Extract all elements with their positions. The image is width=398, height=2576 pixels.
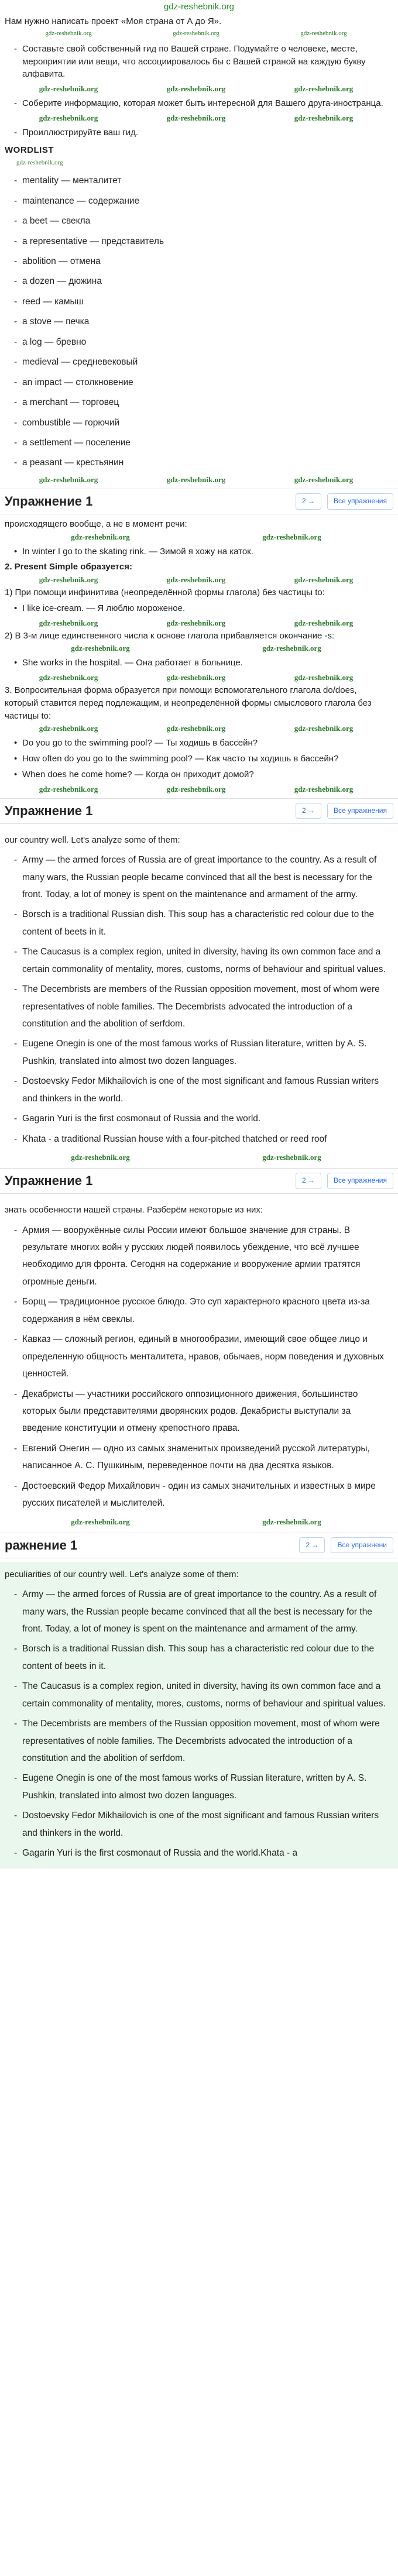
answer-item: - Dostoevsky Fedor Mikhailovich is one of the most significant and famous Russian writers and thinkers in the world.: [14, 1073, 387, 1107]
watermark: gdz-reshebnik.org: [39, 784, 98, 794]
word-item: - a peasant — крестьянин: [14, 454, 387, 471]
grammar-p1: 1) При помощи инфинитива (неопределённой формы глагола) без частицы to:: [5, 588, 325, 598]
intro-section: [0, 15, 398, 139]
watermark: gdz-reshebnik.org: [39, 618, 98, 627]
answer-item: - Army — the armed forces of Russia are of great importance to the country. As a result of many wars, the Russian people became convinced that all the best is necessary for the front. Today, a lot of money is spent on the maintenance and armament of the army.: [14, 1586, 387, 1637]
watermark: gdz-reshebnik.org: [166, 673, 226, 682]
answer-item: - Евгений Онегин — одно из самых знаменитых произведений русской литературы, написанное А. С. Пушкиным, переведенное почти на два десятка языков.: [14, 1440, 387, 1475]
word-item: - a merchant — торговец: [14, 394, 387, 411]
next-exercise-button[interactable]: 2 →: [296, 1173, 321, 1189]
watermark: gdz-reshebnik.org: [166, 575, 226, 585]
example: • I like ice-cream. — Я люблю мороженое.: [14, 602, 387, 615]
watermark: gdz-reshebnik.org: [166, 724, 226, 733]
grammar-section: [0, 518, 398, 795]
answer-item: - Gagarin Yuri is the first cosmonaut of Russia and the world.: [14, 1110, 387, 1127]
word-item: - a stove — печка: [14, 313, 387, 330]
answer-item: - The Caucasus is a complex region, united in diversity, having its own common face and a certain commonality of mentality, mores, customs, norms of behaviour and spiritual values.: [14, 943, 387, 978]
watermark: gdz-reshebnik.org: [262, 1153, 321, 1162]
example: • She works in the hospital. — Она работает в больнице.: [14, 657, 387, 669]
watermark: gdz-reshebnik.org: [39, 724, 98, 733]
answer-item: - Достоевский Федор Михайлович - один из самых значительных и известных в мире русских писателей и мыслителей.: [14, 1478, 387, 1512]
word-item: - medieval — средневековый: [14, 353, 387, 370]
watermark: gdz-reshebnik.org: [294, 84, 354, 93]
example: • Do you go to the swimming pool? — Ты ходишь в бассейн?: [14, 737, 387, 750]
watermark: gdz-reshebnik.org: [166, 113, 226, 122]
answer-item: - Кавказ — сложный регион, единый в многообразии, имеющий свое общее лицо и определенную общность менталитета, нравов, обычаев, норм поведения и духовных ценностей.: [14, 1331, 387, 1382]
exercise-title: Упражнение 1: [5, 1173, 93, 1189]
grammar-p0: происходящего вообще, а не в момент речи:: [5, 518, 187, 529]
answer-item: - Dostoevsky Fedor Mikhailovich is one of the most significant and famous Russian writers and thinkers in the world.: [14, 1807, 387, 1842]
word-item: - reed — камыш: [14, 293, 387, 310]
next-exercise-button[interactable]: 2 →: [296, 493, 321, 509]
watermark: gdz-reshebnik.org: [294, 673, 354, 682]
english-answer-section: [0, 827, 398, 1165]
exercise-title: ражнение 1: [5, 1537, 78, 1553]
grammar-h2: 2. Present Simple образуется:: [5, 562, 132, 572]
watermark: gdz-reshebnik.org: [166, 618, 226, 627]
intro-list: [5, 43, 387, 81]
exercise-title: Упражнение 1: [5, 803, 93, 818]
answer-item: - Eugene Onegin is one of the most famous works of Russian literature, written by A. S. Pushkin, translated into almost two dozen languages.: [14, 1770, 387, 1804]
answer-lead: our country well. Let's analyze some of them:: [5, 834, 180, 845]
answer-lead: знать особенности нашей страны. Разберём некоторые из них:: [5, 1205, 263, 1215]
answer-item: - Eugene Onegin is one of the most famous works of Russian literature, written by A. S. Pushkin, translated into almost two dozen languages.: [14, 1035, 387, 1070]
word-item: - a dozen — дюжина: [14, 273, 387, 290]
grammar-p2: 2) В 3-м лице единственного числа к основе глагола прибавляется окончание -s:: [5, 630, 335, 641]
answer-item: - The Decembrists are members of the Russian opposition movement, most of whom were representatives of noble families. The Decembrists advocated the introduction of a constitution and the abolition of serfdom.: [14, 1715, 387, 1767]
word-item: - a settlement — поселение: [14, 434, 387, 451]
answer-item: - Borsch is a traditional Russian dish. This soup has a characteristic red colour due to the content of beets in it.: [14, 1640, 387, 1675]
watermark: gdz-reshebnik.org: [39, 84, 98, 93]
watermark: gdz-reshebnik.org: [71, 532, 130, 541]
watermark: gdz-reshebnik.org: [262, 1517, 321, 1526]
word-item: - mentality — менталитет: [14, 172, 387, 189]
list-item: - Проиллюстрируйте ваш гид.: [14, 126, 387, 139]
all-exercises-button[interactable]: Все упражнени: [331, 1537, 393, 1553]
word-item: - a representative — представитель: [14, 233, 387, 250]
next-exercise-button[interactable]: 2 →: [296, 803, 321, 819]
word-item: - abolition — отмена: [14, 253, 387, 270]
exercise-header: [0, 798, 398, 824]
exercise-header: [0, 1168, 398, 1194]
answer-item: - Декабристы — участники российского оппозиционного движения, большинство которых были представителями дворянских родов. Декабристы выступали за введение конституции и отмену крепостного права.: [14, 1386, 387, 1437]
answer-item: - Borsch is a traditional Russian dish. This soup has a characteristic red colour due to the content of beets in it.: [14, 906, 387, 940]
watermark: gdz-reshebnik.org: [71, 1153, 130, 1162]
watermark: gdz-reshebnik.org: [294, 113, 354, 122]
answer-lead: peculiarities of our country well. Let's analyze some of them:: [5, 1569, 239, 1579]
watermark: gdz-reshebnik.org: [71, 644, 130, 653]
word-item: - maintenance — содержание: [14, 193, 387, 209]
watermark: gdz-reshebnik.org: [45, 29, 92, 37]
wordlist-section: [0, 144, 398, 485]
watermark: gdz-reshebnik.org: [166, 84, 226, 93]
exercise-header: [0, 1533, 398, 1558]
all-exercises-button[interactable]: Все упражнения: [327, 1173, 393, 1189]
answer-item: - The Decembrists are members of the Russian opposition movement, most of whom were representatives of noble families. The Decembrists advocated the introduction of a constitution and the abolition of serfdom.: [14, 981, 387, 1032]
exercise-header: [0, 489, 398, 514]
watermark: gdz-reshebnik.org: [294, 475, 354, 484]
example: • In winter I go to the skating rink. — Зимой я хожу на каток.: [14, 545, 387, 558]
word-item: - a log — бревно: [14, 334, 387, 351]
russian-answer-section: [0, 1197, 398, 1529]
watermark: gdz-reshebnik.org: [173, 29, 219, 37]
watermark: gdz-reshebnik.org: [166, 475, 226, 484]
watermark: gdz-reshebnik.org: [39, 475, 98, 484]
watermark: gdz-reshebnik.org: [39, 673, 98, 682]
answer-item: - Khata - a traditional Russian house with a four-pitched thatched or reed roof: [14, 1131, 387, 1148]
site-logo[interactable]: gdz-reshebnik.org: [163, 2, 235, 12]
list-item: - Составьте свой собственный гид по Вашей стране. Подумайте о человеке, месте, мероприятии или вещи, что ассоциировалось бы с Вашей страной на каждую букву алфавита.: [14, 43, 387, 81]
answer-item: - Gagarin Yuri is the first cosmonaut of Russia and the world.Khata - a: [14, 1845, 387, 1861]
watermark: gdz-reshebnik.org: [39, 575, 98, 585]
word-item: - an impact — столкновение: [14, 374, 387, 391]
watermark: gdz-reshebnik.org: [294, 784, 354, 794]
list-item: - Соберите информацию, которая может быть интересной для Вашего друга-иностранца.: [14, 97, 387, 110]
watermark: gdz-reshebnik.org: [166, 784, 226, 794]
watermark: gdz-reshebnik.org: [300, 29, 347, 37]
word-item: - combustible — горючий: [14, 414, 387, 431]
watermark: gdz-reshebnik.org: [294, 575, 354, 585]
example: • When does he come home? — Когда он приходит домой?: [14, 768, 387, 781]
intro-lead: Нам нужно написать проект «Моя страна от А до Я».: [5, 16, 222, 26]
exercise-title: Упражнение 1: [5, 493, 93, 509]
wordlist: [5, 172, 387, 472]
watermark: gdz-reshebnik.org: [262, 644, 321, 653]
watermark: gdz-reshebnik.org: [39, 113, 98, 122]
watermark: gdz-reshebnik.org: [262, 532, 321, 541]
answer-item: - Армия — вооружённые силы России имеют большое значение для страны. В результате многих войн у русских людей появилось убеждение, что всё лучшее необходимо для фронта. Сегодня на содержание и вооружение армии тратятся огромные деньги.: [14, 1222, 387, 1291]
grammar-h3: 3. Вопросительная форма образуется при помощи вспомогательного глагола do/does, который ставится перед подлежащим, и неопределённой формы смыслового глагола без частицы to:: [5, 685, 372, 721]
all-exercises-button[interactable]: Все упражнения: [327, 803, 393, 819]
english-answer-section-highlight: [0, 1562, 398, 1869]
wordlist-title: WORDLIST: [5, 145, 54, 155]
example: • How often do you go to the swimming pool? — Как часто ты ходишь в бассейн?: [14, 753, 387, 765]
answer-item: - Борщ — традиционное русское блюдо. Это суп характерного красного цвета из-за содержания в нём свеклы.: [14, 1293, 387, 1328]
answer-item: - The Caucasus is a complex region, united in diversity, having its own common face and a certain commonality of mentality, mores, customs, norms of behaviour and spiritual values.: [14, 1678, 387, 1712]
answer-item: - Army — the armed forces of Russia are of great importance to the country. As a result of many wars, the Russian people became convinced that all the best is necessary for the front. Today, a lot of money is spent on the maintenance and armament of the army.: [14, 851, 387, 903]
watermark: gdz-reshebnik.org: [294, 724, 354, 733]
word-item: - a beet — свекла: [14, 212, 387, 229]
next-exercise-button[interactable]: 2 →: [299, 1537, 325, 1553]
watermark: gdz-reshebnik.org: [71, 1517, 130, 1526]
watermark: gdz-reshebnik.org: [294, 618, 354, 627]
watermark: gdz-reshebnik.org: [16, 159, 63, 167]
all-exercises-button[interactable]: Все упражнения: [327, 493, 393, 509]
